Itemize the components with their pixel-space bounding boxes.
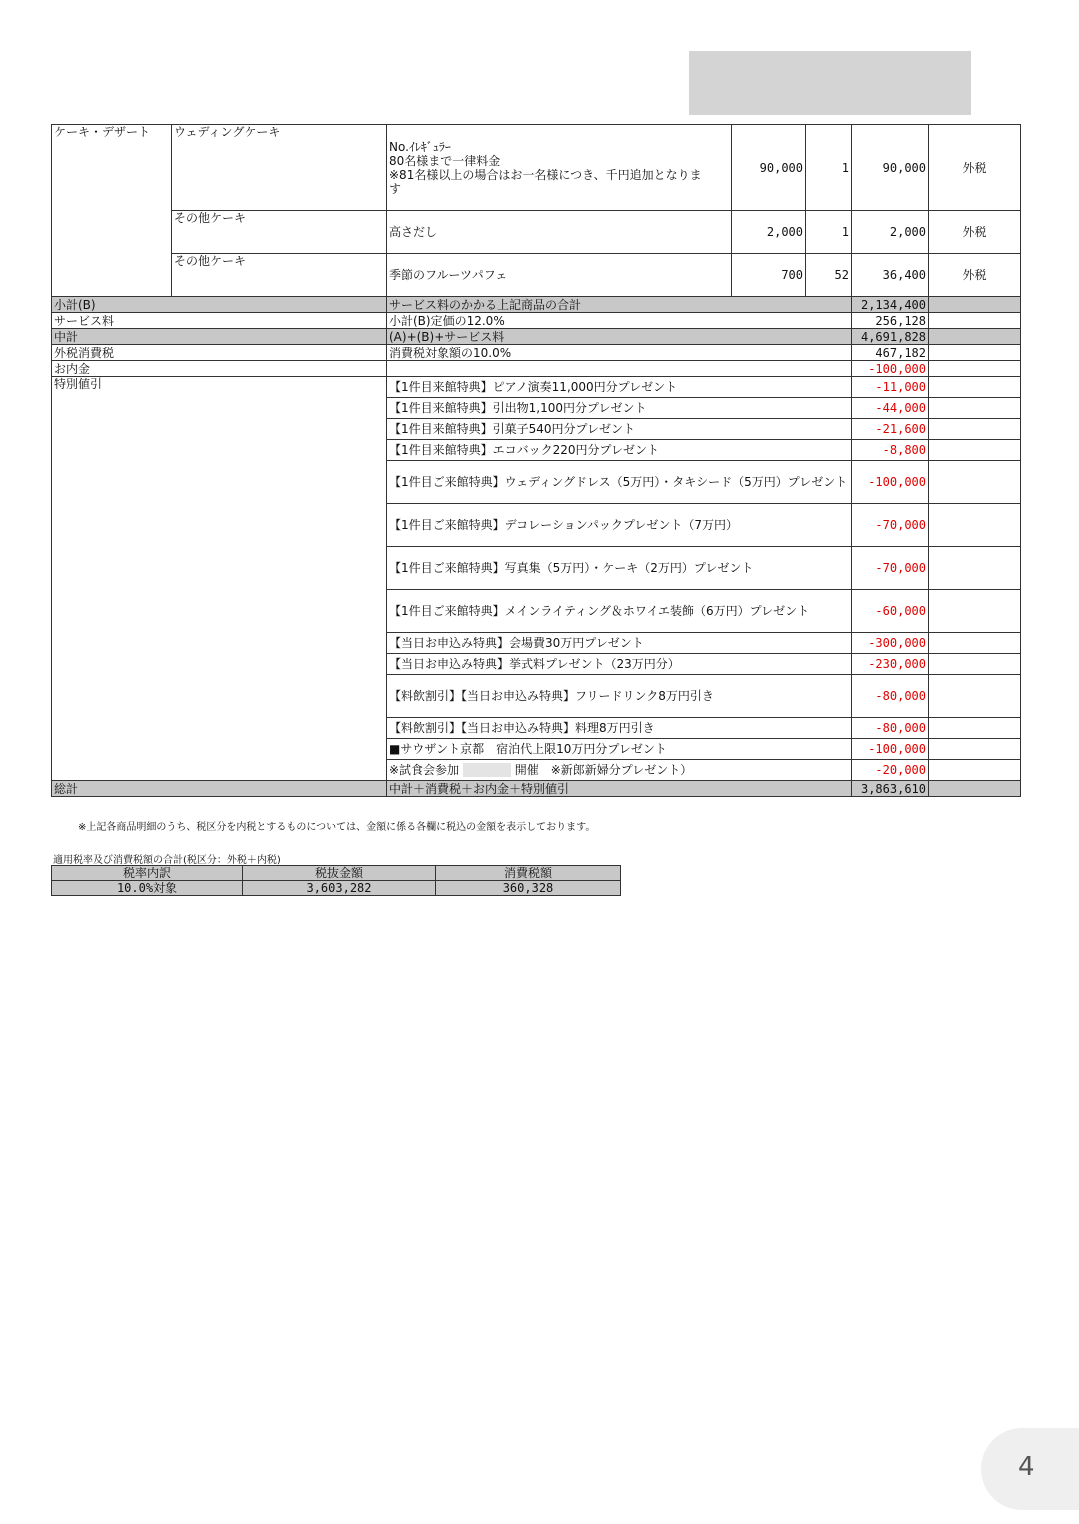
summary-header: 消費税額 [436, 866, 621, 881]
empty-cell [929, 718, 1021, 739]
total-desc: 中計＋消費税＋お内金＋特別値引 [387, 781, 852, 797]
empty-cell [929, 419, 1021, 440]
total-desc: (A)+(B)+サービス料 [387, 329, 852, 345]
tax-type: 外税 [929, 254, 1021, 297]
redacted-date [463, 763, 511, 777]
empty-cell [929, 504, 1021, 547]
subcategory-cell: ウェディングケーキ [172, 125, 387, 211]
summary-header: 税抜金額 [243, 866, 436, 881]
unit-price: 90,000 [732, 125, 806, 211]
summary-header: 税率内訳 [52, 866, 243, 881]
discount-amount: -100,000 [852, 461, 929, 504]
empty-cell [929, 760, 1021, 781]
total-desc: サービス料のかかる上記商品の合計 [387, 297, 852, 313]
summary-tax: 360,328 [436, 881, 621, 896]
desc-part: 開催 ※新郎新婦分プレゼント） [514, 762, 693, 777]
subtotal-row [52, 297, 1021, 313]
discount-label: 特別値引 [52, 377, 387, 781]
summary-rate: 10.0%対象 [52, 881, 243, 896]
quantity: 52 [806, 254, 852, 297]
discount-amount: -80,000 [852, 675, 929, 718]
discount-amount: -80,000 [852, 718, 929, 739]
discount-amount: -20,000 [852, 760, 929, 781]
total-label: 中計 [52, 329, 387, 345]
total-label: 外税消費税 [52, 345, 387, 361]
redacted-area [689, 51, 971, 115]
tax-summary-table [51, 865, 621, 896]
discount-desc [387, 760, 852, 781]
total-label: 総計 [52, 781, 387, 797]
tax-note: ※上記各商品明細のうち、税区分を内税とするものについては、金額に係る各欄に税込の金額を表示しております。 [78, 822, 596, 833]
summary-row [52, 881, 621, 896]
quantity: 1 [806, 125, 852, 211]
empty-cell [929, 675, 1021, 718]
deposit-row [52, 361, 1021, 377]
discount-amount: -300,000 [852, 633, 929, 654]
total-amount: 3,863,610 [852, 781, 929, 797]
table-row [52, 125, 1021, 211]
empty-cell [929, 329, 1021, 345]
discount-desc: ■サウザント京都 宿泊代上限10万円分プレゼント [387, 739, 852, 760]
total-label: お内金 [52, 361, 387, 377]
discount-desc: 【1件目来館特典】エコバック220円分プレゼント [387, 440, 852, 461]
empty-cell [929, 377, 1021, 398]
discount-amount: -8,800 [852, 440, 929, 461]
amount: 2,000 [852, 211, 929, 254]
amount: 36,400 [852, 254, 929, 297]
total-amount: 4,691,828 [852, 329, 929, 345]
total-amount: 2,134,400 [852, 297, 929, 313]
description-cell: 高さだし [387, 211, 732, 254]
empty-cell [929, 547, 1021, 590]
table-row [52, 211, 1021, 254]
unit-price: 700 [732, 254, 806, 297]
discount-amount: -44,000 [852, 398, 929, 419]
summary-header-row [52, 866, 621, 881]
empty-cell [929, 781, 1021, 797]
middle-total-row [52, 329, 1021, 345]
discount-amount: -60,000 [852, 590, 929, 633]
empty-cell [929, 345, 1021, 361]
discount-amount: -70,000 [852, 504, 929, 547]
discount-amount: -11,000 [852, 377, 929, 398]
discount-amount: -100,000 [852, 739, 929, 760]
empty-cell [929, 590, 1021, 633]
desc-line: ※81名様以上の場合はお一名様につき、千円追加となりま [389, 167, 702, 182]
description-cell: 季節のフルーツパフェ [387, 254, 732, 297]
empty-cell [929, 440, 1021, 461]
service-row [52, 313, 1021, 329]
category-cell: ケーキ・デザート [52, 125, 172, 297]
description-cell [387, 125, 732, 211]
discount-desc: 【1件目ご来館特典】写真集（5万円）・ケーキ（2万円）プレゼント [387, 547, 852, 590]
summary-title: 適用税率及び消費税額の合計(税区分：外税＋内税) [53, 855, 281, 866]
discount-desc: 【1件目ご来館特典】メインライティング＆ホワイエ装飾（6万円）プレゼント [387, 590, 852, 633]
discount-desc: 【1件目来館特典】引菓子540円分プレゼント [387, 419, 852, 440]
discount-desc: 【1件目ご来館特典】デコレーションパックプレゼント（7万円） [387, 504, 852, 547]
estimate-table [51, 124, 1021, 797]
desc-line: No.ｲﾚｷﾞｭﾗｰ [389, 139, 451, 154]
desc-line: す [389, 181, 402, 196]
empty-cell [929, 739, 1021, 760]
discount-amount: -230,000 [852, 654, 929, 675]
total-amount: 256,128 [852, 313, 929, 329]
table-row [52, 254, 1021, 297]
empty-cell [929, 313, 1021, 329]
empty-cell [929, 654, 1021, 675]
empty-cell [929, 361, 1021, 377]
discount-desc: 【料飲割引】【当日お申込み特典】料理8万円引き [387, 718, 852, 739]
discount-amount: -21,600 [852, 419, 929, 440]
summary-base: 3,603,282 [243, 881, 436, 896]
quantity: 1 [806, 211, 852, 254]
total-label: 小計(B) [52, 297, 387, 313]
empty-cell [929, 297, 1021, 313]
total-amount: 467,182 [852, 345, 929, 361]
discount-desc: 【料飲割引】【当日お申込み特典】フリードリンク8万円引き [387, 675, 852, 718]
discount-desc: 【当日お申込み特典】挙式料プレゼント（23万円分） [387, 654, 852, 675]
empty-cell [929, 398, 1021, 419]
amount: 90,000 [852, 125, 929, 211]
unit-price: 2,000 [732, 211, 806, 254]
tax-row [52, 345, 1021, 361]
tax-type: 外税 [929, 211, 1021, 254]
total-desc [387, 361, 852, 377]
desc-line: 80名様まで一律料金 [389, 153, 501, 168]
total-label: サービス料 [52, 313, 387, 329]
total-desc: 小計(B)定価の12.0% [387, 313, 852, 329]
discount-desc: 【1件目ご来館特典】ウェディングドレス（5万円）・タキシード（5万円）プレゼント [387, 461, 852, 504]
page-number: 4 [1018, 1452, 1035, 1482]
subcategory-cell: その他ケーキ [172, 254, 387, 297]
discount-row [52, 377, 1021, 398]
desc-part: ※試食会参加 [389, 762, 460, 777]
subcategory-cell: その他ケーキ [172, 211, 387, 254]
discount-desc: 【当日お申込み特典】会場費30万円プレゼント [387, 633, 852, 654]
empty-cell [929, 461, 1021, 504]
total-amount: -100,000 [852, 361, 929, 377]
empty-cell [929, 633, 1021, 654]
discount-desc: 【1件目来館特典】ピアノ演奏11,000円分プレゼント [387, 377, 852, 398]
discount-desc: 【1件目来館特典】引出物1,100円分プレゼント [387, 398, 852, 419]
tax-type: 外税 [929, 125, 1021, 211]
total-desc: 消費税対象額の10.0% [387, 345, 852, 361]
discount-amount: -70,000 [852, 547, 929, 590]
grand-total-row [52, 781, 1021, 797]
